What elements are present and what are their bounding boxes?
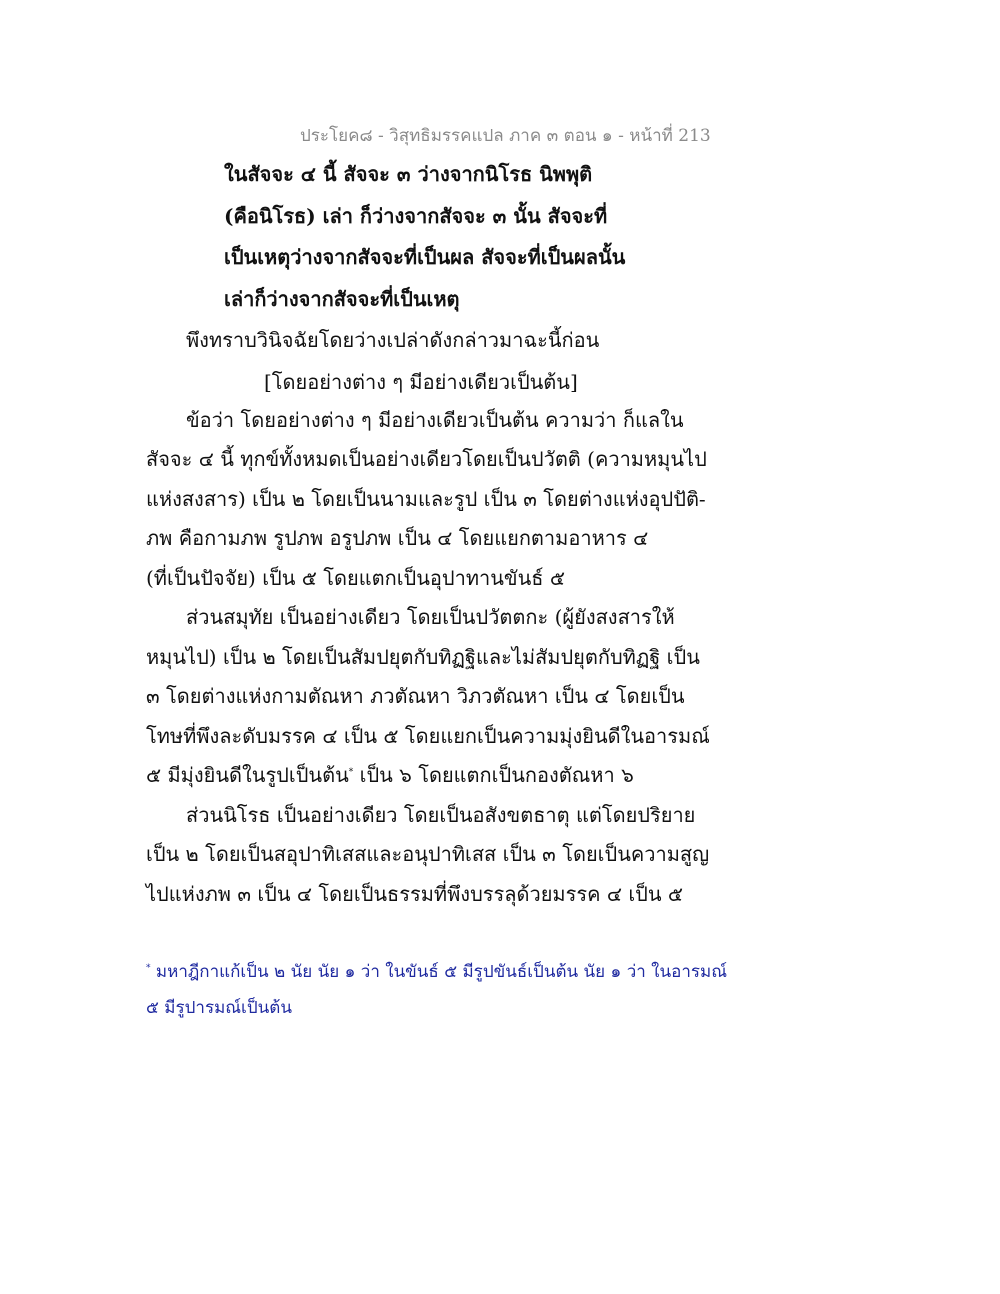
body-line-8: หมุนไป) เป็น ๒ โดยเป็นสัมปยุตกับทิฏฐิและไม่สัมปยุตกับทิฏฐิ เป็น bbox=[146, 645, 700, 669]
body-line-2: ข้อว่า โดยอย่างต่าง ๆ มีอย่างเดียวเป็นต้น ความว่า ก็แลใน bbox=[186, 408, 684, 432]
body-line-3: สัจจะ ๔ นี้ ทุกข์ทั้งหมดเป็นอย่างเดียวโดยเป็นปวัตติ (ความหมุนไป bbox=[146, 447, 707, 471]
body-line-12: ส่วนนิโรธ เป็นอย่างเดียว โดยเป็นอสังขตธาตุ แต่โดยปริยาย bbox=[186, 803, 696, 827]
body-line-11-cont: เป็น ๖ โดยแตกเป็นกองตัณหา ๖ bbox=[353, 763, 634, 787]
footnote-text-1: มหาฎีกาแก้เป็น ๒ นัย นัย ๑ ว่า ในขันธ์ ๕ มีรูปขันธ์เป็นต้น นัย ๑ ว่า ในอารมณ์ bbox=[150, 962, 727, 982]
body-line-11-text: ๕ มีมุ่งยินดีในรูปเป็นต้น bbox=[146, 763, 349, 787]
footnote-line-1 bbox=[146, 958, 727, 985]
body-line-11 bbox=[146, 759, 634, 791]
verse-line-3: เป็นเหตุว่างจากสัจจะที่เป็นผล สัจจะที่เป็นผลนั้น bbox=[224, 245, 626, 269]
body-line-6: (ที่เป็นปัจจัย) เป็น ๕ โดยแตกเป็นอุปาทานขันธ์ ๕ bbox=[146, 566, 565, 590]
verse-line-2: (คือนิโรธ) เล่า ก็ว่างจากสัจจะ ๓ นั้น สัจจะที่ bbox=[224, 204, 608, 228]
footnote-ref-mark: * bbox=[348, 767, 354, 778]
footnote-line-2: ๕ มีรูปารมณ์เป็นต้น bbox=[146, 998, 292, 1018]
body-line-1: พึงทราบวินิจฉัยโดยว่างเปล่าดังกล่าวมาฉะนี้ก่อน bbox=[186, 328, 600, 352]
section-heading: [โดยอย่างต่าง ๆ มีอย่างเดียวเป็นต้น] bbox=[264, 370, 578, 394]
verse-line-4: เล่าก็ว่างจากสัจจะที่เป็นเหตุ bbox=[224, 287, 460, 311]
body-line-10: โทษที่พึงละดับมรรค ๔ เป็น ๕ โดยแยกเป็นความมุ่งยินดีในอารมณ์ bbox=[146, 724, 710, 748]
footnote-mark: * bbox=[146, 963, 151, 974]
page-header: ประโยค๘ - วิสุทธิมรรคแปล ภาค ๓ ตอน ๑ - หน้าที่ 213 bbox=[300, 126, 711, 146]
body-line-14: ไปแห่งภพ ๓ เป็น ๔ โดยเป็นธรรมที่พึงบรรลุด้วยมรรค ๔ เป็น ๕ bbox=[146, 882, 684, 906]
body-line-5: ภพ คือกามภพ รูปภพ อรูปภพ เป็น ๔ โดยแยกตามอาหาร ๔ bbox=[146, 526, 649, 550]
body-line-4: แห่งสงสาร) เป็น ๒ โดยเป็นนามและรูป เป็น ๓ โดยต่างแห่งอุปปัติ- bbox=[146, 487, 706, 511]
body-line-7: ส่วนสมุทัย เป็นอย่างเดียว โดยเป็นปวัตตกะ (ผู้ยังสงสารให้ bbox=[186, 605, 675, 629]
body-line-9: ๓ โดยต่างแห่งกามตัณหา ภวตัณหา วิภวตัณหา เป็น ๔ โดยเป็น bbox=[146, 684, 685, 708]
body-line-13: เป็น ๒ โดยเป็นสอุปาทิเสสและอนุปาทิเสส เป็น ๓ โดยเป็นความสูญ bbox=[146, 842, 710, 866]
verse-line-1: ในสัจจะ ๔ นี้ สัจจะ ๓ ว่างจากนิโรธ นิพพุติ bbox=[224, 162, 593, 186]
